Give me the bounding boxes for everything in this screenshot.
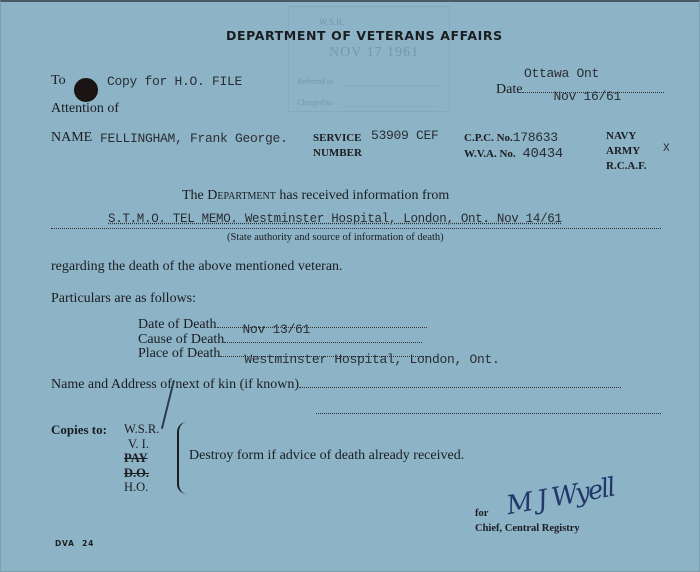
page-title: DEPARTMENT OF VETERANS AFFAIRS (226, 28, 503, 43)
name-value: FELLINGHAM, Frank George. (100, 131, 288, 146)
wva-field (464, 146, 563, 162)
particulars-heading: Particulars are as follows: (51, 291, 197, 306)
copies-note: Destroy form if advice of death already received. (189, 448, 465, 463)
stamp-date: NOV 17 1961 (329, 45, 420, 60)
next-of-kin-field (51, 377, 621, 393)
attention-label: Attention of (51, 101, 120, 116)
date-of-death-line (217, 322, 427, 337)
date-of-death-field (138, 317, 427, 337)
date-value: Nov 16/61 (553, 89, 621, 104)
next-of-kin-label: Name and Address of next of kin (if known) (51, 377, 300, 392)
cpc-label: C.P.C. No. (464, 132, 513, 144)
place-of-death-label: Place of Death (138, 346, 221, 361)
received-stamp (288, 6, 450, 112)
copy-wsr: W.S.R. (124, 422, 160, 436)
intro-department: Department (207, 188, 276, 203)
copy-vi: V. I. (128, 436, 149, 451)
branch-army: ARMY (606, 145, 641, 157)
source-value: S.T.M.O. TEL MEMO. Westminster Hospital, London, Ont. Nov 14/61 (108, 212, 562, 226)
signature-title: Chief, Central Registry (475, 523, 580, 534)
branch-army-mark: X (663, 143, 670, 155)
signature: M J Wyell (504, 472, 617, 522)
cpc-field (464, 130, 558, 145)
city-value: Ottawa Ont (524, 66, 600, 81)
date-of-death-label: Date of Death (138, 317, 217, 332)
cpc-value: 178633 (512, 130, 558, 145)
information-intro (182, 188, 449, 204)
place-of-death-value: Westminster Hospital, London, Ont. (244, 352, 500, 367)
stamp-referred-label: Referred to (297, 77, 334, 86)
stamp-charged-line (344, 106, 439, 107)
branch-rcaf: R.C.A.F. (606, 160, 647, 172)
source-caption: (State authority and source of information of death) (227, 232, 444, 243)
service-number-value: 53909 CEF (371, 128, 439, 143)
intro-rest: has received information from (275, 188, 450, 203)
next-of-kin-line-1 (299, 387, 621, 388)
copy-ho: H.O. (124, 480, 149, 494)
stamp-charged-label: Charged to (297, 98, 333, 107)
name-label: NAME (51, 130, 93, 145)
punch-hole-icon (74, 78, 98, 102)
service-label-2: NUMBER (313, 147, 362, 159)
to-value: Copy for H.O. FILE (107, 74, 243, 89)
copy-do: D.O. (124, 465, 149, 480)
wva-label: W.V.A. No. (464, 148, 516, 160)
date-dotted-line (522, 89, 664, 104)
wva-value: 40434 (522, 146, 563, 162)
stamp-referred-line (344, 85, 439, 86)
copy-pay: PAY (124, 451, 148, 465)
copies-label: Copies to: (51, 422, 107, 437)
place-of-death-field (138, 346, 500, 367)
date-label: Date (496, 82, 523, 97)
service-label-1: SERVICE (313, 132, 362, 144)
stamp-line1: W.S.R. (319, 17, 345, 27)
form-id: DVA 24 (55, 539, 95, 548)
cause-of-death-line (224, 342, 422, 343)
to-label: To (51, 73, 66, 88)
intro-the: The (182, 188, 208, 203)
regarding-text: regarding the death of the above mentioned veteran. (51, 259, 343, 274)
copies-list (124, 422, 159, 495)
date-of-death-value: Nov 13/61 (242, 322, 311, 337)
branch-navy: NAVY (606, 130, 637, 142)
date-field (496, 82, 664, 104)
cause-of-death-label: Cause of Death (138, 332, 225, 347)
next-of-kin-line-2 (316, 401, 661, 414)
for-label: for (475, 508, 489, 519)
place-of-death-line (220, 352, 500, 367)
